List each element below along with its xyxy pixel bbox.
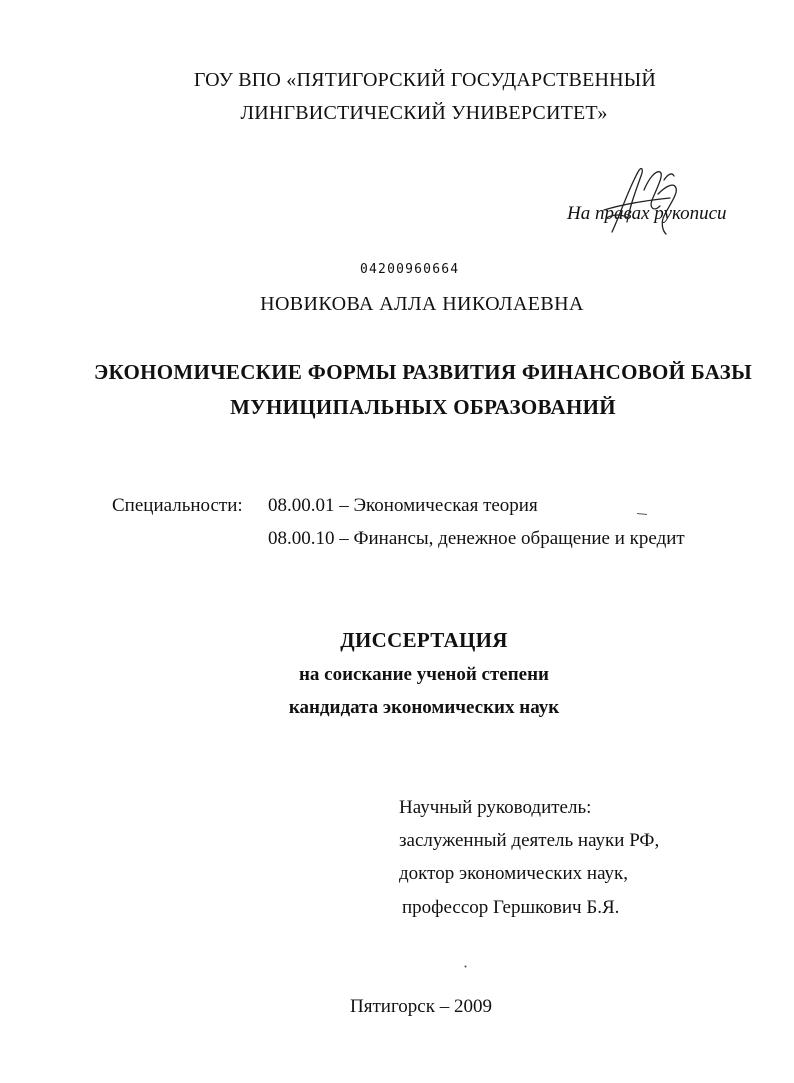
degree-line-1: на соискание ученой степени bbox=[298, 664, 549, 685]
dissertation-title-line-2: МУНИЦИПАЛЬНЫХ ОБРАЗОВАНИЙ bbox=[230, 395, 616, 419]
university-line-1: ГОУ ВПО «ПЯТИГОРСКИЙ ГОСУДАРСТВЕННЫЙ bbox=[193, 69, 657, 91]
specialty-item: 08.00.10 – Финансы, денежное обращение и кредит bbox=[268, 528, 685, 549]
scan-speck bbox=[464, 965, 467, 968]
supervisor-line: заслуженный деятель науки РФ, bbox=[399, 830, 660, 851]
university-line-2: ЛИНГВИСТИЧЕСКИЙ УНИВЕРСИТЕТ» bbox=[240, 102, 608, 124]
signature bbox=[594, 160, 684, 238]
supervisor-line: профессор Гершкович Б.Я. bbox=[402, 897, 620, 918]
author-name: НОВИКОВА АЛЛА НИКОЛАЕВНА bbox=[260, 293, 584, 315]
dissertation-title-line-1: ЭКОНОМИЧЕСКИЕ ФОРМЫ РАЗВИТИЯ ФИНАНСОВОЙ БАЗЫ bbox=[93, 360, 752, 384]
manuscript-rights-note: На правах рукописи bbox=[567, 203, 727, 224]
dissertation-heading: ДИССЕРТАЦИЯ bbox=[340, 628, 508, 652]
specialties-label: Специальности: bbox=[112, 495, 243, 516]
place-and-year: Пятигорск – 2009 bbox=[350, 996, 492, 1017]
supervisor-line: Научный руководитель: bbox=[399, 797, 592, 818]
specialty-item: 08.00.01 – Экономическая теория bbox=[268, 495, 538, 516]
degree-line-2: кандидата экономических наук bbox=[288, 697, 560, 718]
document-number: 04200960664 bbox=[360, 262, 460, 277]
supervisor-line: доктор экономических наук, bbox=[399, 863, 629, 884]
scan-speck bbox=[637, 513, 647, 515]
